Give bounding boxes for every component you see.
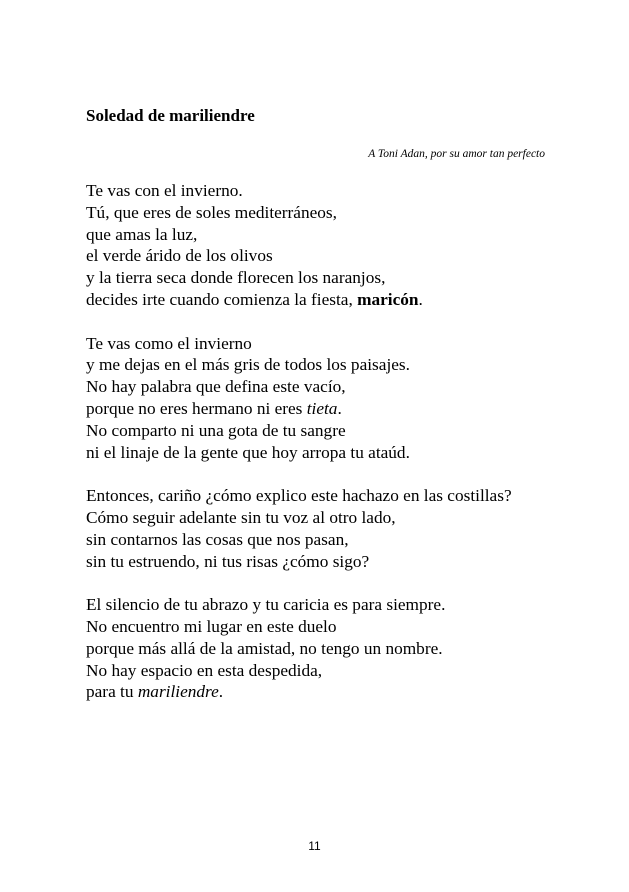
- poem-body: [86, 180, 606, 725]
- poem-line: ni el linaje de la gente que hoy arropa tu ataúd.: [86, 442, 410, 462]
- poem-line: No comparto ni una gota de tu sangre: [86, 420, 346, 440]
- poem-title: Soledad de mariliendre: [86, 106, 255, 125]
- stanza-3: [86, 485, 606, 572]
- poem-line: No encuentro mi lugar en este duelo: [86, 616, 337, 636]
- poem-line: No hay palabra que defina este vacío,: [86, 377, 346, 397]
- poem-line: Te vas como el invierno: [86, 333, 252, 353]
- poem-line: sin contarnos las cosas que nos pasan,: [86, 529, 349, 549]
- poem-line: y me dejas en el más gris de todos los paisajes.: [86, 355, 410, 375]
- stanza-2: [86, 333, 606, 464]
- poem-line: Te vas con el invierno.: [86, 181, 243, 200]
- poem-line: [86, 289, 606, 311]
- poem-line: que amas la luz,: [86, 224, 198, 244]
- emphasis-word: maricón: [357, 289, 419, 309]
- poem-line: sin tu estruendo, ni tus risas ¿cómo sigo?: [86, 551, 370, 571]
- page-number: 11: [308, 839, 321, 853]
- poem-line: [86, 681, 606, 703]
- poem-line: No hay espacio en esta despedida,: [86, 660, 323, 680]
- poem-line: Cómo seguir adelante sin tu voz al otro lado,: [86, 507, 396, 527]
- line-punctuation: .: [418, 289, 423, 309]
- line-text: porque no eres hermano ni eres: [86, 398, 307, 418]
- line-text: decides irte cuando comienza la fiesta,: [86, 289, 358, 309]
- poem-line: [86, 398, 606, 420]
- poem-line: Entonces, cariño ¿cómo explico este hachazo en las costillas?: [86, 486, 512, 506]
- line-punctuation: .: [337, 398, 342, 418]
- poem-line: el verde árido de los olivos: [86, 246, 273, 266]
- stanza-4: [86, 594, 606, 703]
- stanza-1: [86, 180, 606, 311]
- poem-line: porque más allá de la amistad, no tengo un nombre.: [86, 638, 443, 658]
- dedication: A Toni Adan, por su amor tan perfecto: [368, 148, 545, 160]
- line-text: para tu: [86, 682, 138, 702]
- italic-word: tieta: [306, 398, 338, 418]
- line-punctuation: .: [218, 682, 224, 702]
- poem-line: El silencio de tu abrazo y tu caricia es para siempre.: [86, 595, 446, 615]
- italic-word: mariliendre: [137, 682, 219, 702]
- poem-line: y la tierra seca donde florecen los naranjos,: [86, 268, 386, 288]
- poem-line: Tú, que eres de soles mediterráneos,: [86, 202, 337, 222]
